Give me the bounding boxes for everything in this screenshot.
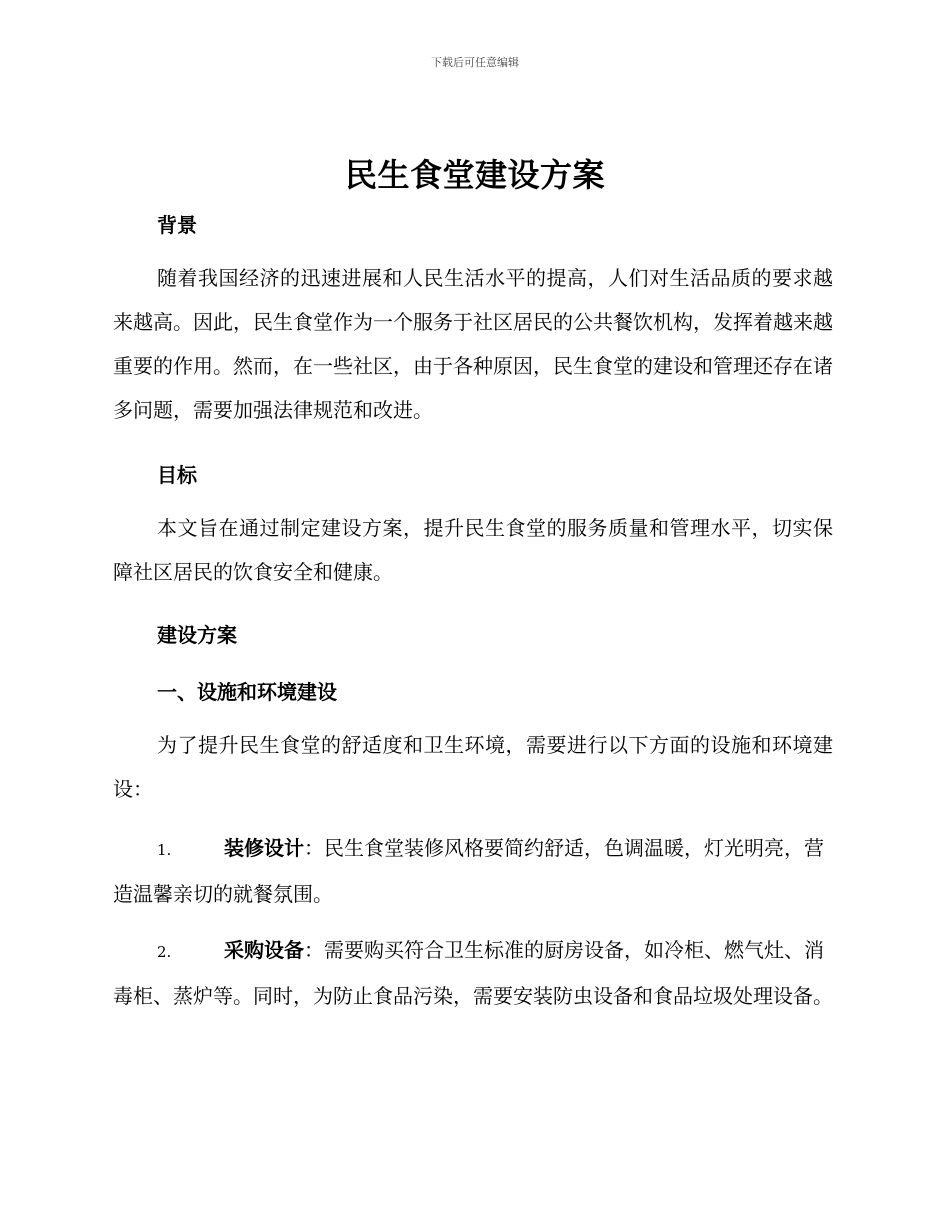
page-header-note: 下载后可任意编辑: [431, 56, 519, 69]
document-title: 民生食堂建设方案: [344, 156, 605, 194]
list-item: [113, 928, 833, 1018]
list-item-text: ：需要购买符合卫生标准的厨房设备，如冷柜、燃气灶、消毒柜、蒸炉等。同时，为防止食品污染，需要安装防虫设备和食品垃圾处理设备。: [113, 938, 833, 1008]
list-item-number: 2.: [157, 943, 172, 961]
list-item-text: ：民生食堂装修风格要简约舒适，色调温暖，灯光明亮，营造温馨亲切的就餐氛围。: [113, 836, 824, 906]
subsection-heading-facilities: 一、设施和环境建设: [157, 680, 337, 704]
list-item-term: 装修设计: [224, 836, 304, 860]
section-heading-plan: 建设方案: [157, 623, 237, 647]
section-heading-goal: 目标: [157, 463, 197, 487]
list-item: [113, 826, 833, 916]
list-item-term: 采购设备: [224, 938, 304, 962]
paragraph-facilities-intro: 为了提升民生食堂的舒适度和卫生环境，需要进行以下方面的设施和环境建设：: [113, 733, 833, 801]
section-heading-background: 背景: [157, 213, 197, 237]
paragraph-background: 随着我国经济的迅速进展和人民生活水平的提高，人们对生活品质的要求越来越高。因此，民生食堂作为一个服务于社区居民的公共餐饮机构，发挥着越来越重要的作用。然而，在一些社区，由于各种原因，民生食堂的建设和管理还存在诸多问题，需要加强法律规范和改进。: [113, 266, 833, 422]
list-item-number: 1.: [157, 841, 172, 859]
paragraph-goal: 本文旨在通过制定建设方案，提升民生食堂的服务质量和管理水平，切实保障社区居民的饮食安全和健康。: [113, 516, 833, 584]
